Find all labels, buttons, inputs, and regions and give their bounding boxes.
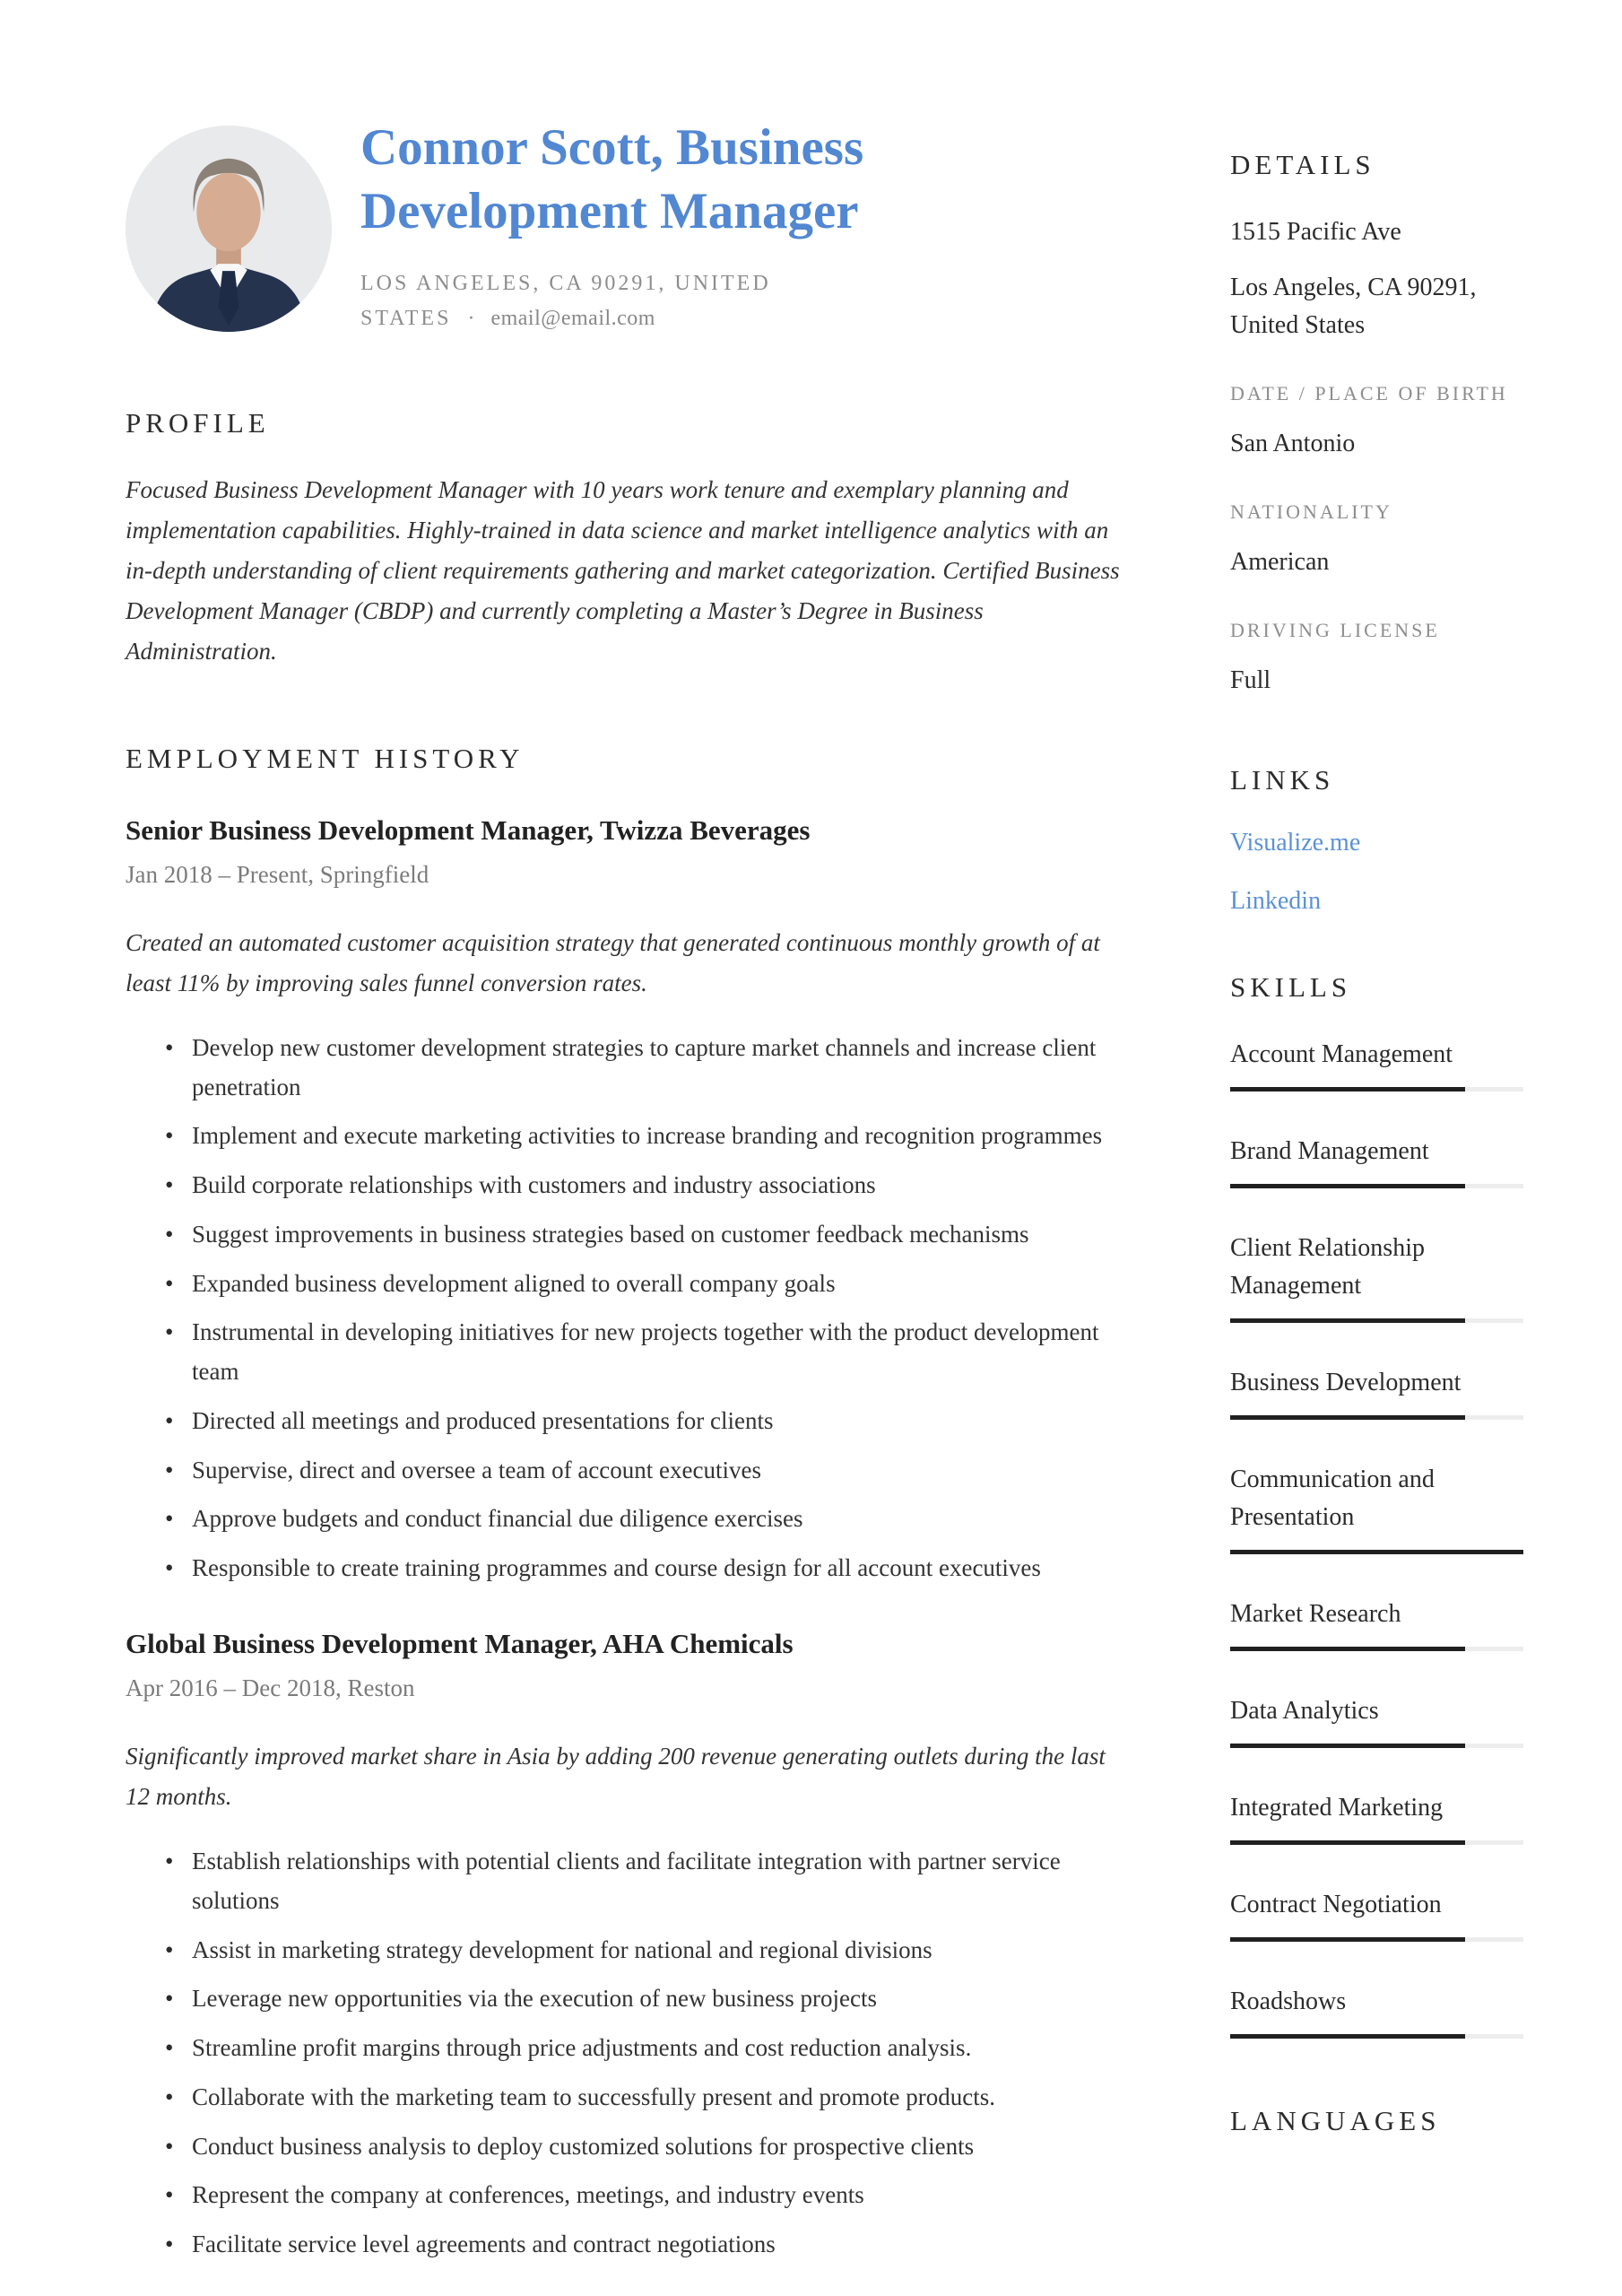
skill-level-fill <box>1230 1550 1523 1554</box>
bullet-item: • Collaborate with the marketing team to successfully present and promote products. <box>126 2078 1125 2118</box>
skill-item <box>1230 1596 1523 1651</box>
skill-name: Account Management <box>1230 1040 1453 1068</box>
profile-section <box>126 407 1125 672</box>
skill-level-bar <box>1230 1415 1523 1420</box>
skill-level-fill <box>1230 1415 1465 1420</box>
job-summary: Significantly improved market share in Asia by adding 200 revenue generating outlets during the last 12 months. <box>126 1743 1106 1811</box>
skill-name: Business Development <box>1230 1369 1462 1396</box>
skill-item <box>1230 1983 1523 2039</box>
skill-name: Client Relationship Management <box>1230 1234 1425 1300</box>
employment-heading: EMPLOYMENT HISTORY <box>126 742 525 774</box>
sidebar <box>1230 126 1523 2296</box>
job-period-location: Jan 2018 – Present, Springfield <box>126 860 429 888</box>
contact-location-line1: LOS ANGELES, CA 90291, UNITED <box>360 272 771 296</box>
bullet-item: • Establish relationships with potential clients and facilitate integration with partner service solutions <box>126 1842 1125 1920</box>
skill-item <box>1230 1789 1523 1845</box>
skill-level-bar <box>1230 1647 1523 1651</box>
skill-level-bar <box>1230 1937 1523 1942</box>
skill-name: Data Analytics <box>1230 1697 1379 1725</box>
skills-section <box>1230 971 1523 2039</box>
nationality-label: NATIONALITY <box>1230 500 1392 523</box>
bullet-item: • Conduct business analysis to deploy customized solutions for prospective clients <box>126 2127 1125 2167</box>
bullet-item: • Supervise, direct and oversee a team of account executives <box>126 1451 1125 1491</box>
contact-location-line2: STATES <box>360 306 452 330</box>
job-period-location: Apr 2016 – Dec 2018, Reston <box>126 1674 415 1702</box>
profile-photo <box>126 126 332 332</box>
job-title: Senior Business Development Manager, Twizza Beverages <box>126 813 811 846</box>
page-title: Connor Scott, Business Development Manager <box>360 119 864 239</box>
skill-level-bar <box>1230 1744 1523 1748</box>
skill-level-fill <box>1230 1087 1465 1091</box>
skill-name: Contract Negotiation <box>1230 1891 1442 1918</box>
bullet-item: • Expanded business development aligned to overall company goals <box>126 1265 1125 1304</box>
header-info <box>360 119 954 335</box>
job-bullet-list <box>126 1842 1125 2265</box>
bullet-item: • Instrumental in developing initiatives for new projects together with the product development team <box>126 1313 1125 1391</box>
skill-name: Market Research <box>1230 1600 1401 1628</box>
skill-item <box>1230 1133 1523 1188</box>
bullet-item: • Assist in marketing strategy development for national and regional divisions <box>126 1931 1125 1970</box>
skill-item <box>1230 1230 1523 1323</box>
job-summary: Created an automated customer acquisition strategy that generated continuous monthly growth of at least 11% by improving sales funnel conversion rates. <box>126 928 1100 996</box>
skill-level-fill <box>1230 1647 1465 1651</box>
skill-level-bar <box>1230 1318 1523 1323</box>
birth-label: DATE / PLACE OF BIRTH <box>1230 382 1508 404</box>
skills-heading: SKILLS <box>1230 971 1352 1003</box>
job-entry-1 <box>126 813 1125 1588</box>
contact-line <box>360 266 954 335</box>
skill-level-fill <box>1230 2034 1465 2039</box>
bullet-item: • Build corporate relationships with customers and industry associations <box>126 1166 1125 1205</box>
bullet-item: • Responsible to create training programmes and course design for all account executives <box>126 1549 1125 1588</box>
bullet-item: • Facilitate service level agreements and contract negotiations <box>126 2225 1125 2265</box>
skill-item <box>1230 1364 1523 1420</box>
details-section <box>1230 149 1523 700</box>
skill-level-bar <box>1230 1840 1523 1845</box>
links-section <box>1230 764 1523 916</box>
address-line2: Los Angeles, CA 90291, United States <box>1230 274 1477 339</box>
skill-item <box>1230 1886 1523 1942</box>
skill-name: Communication and Presentation <box>1230 1465 1435 1531</box>
profile-photo-illustration <box>126 126 332 332</box>
skill-level-fill <box>1230 1318 1465 1323</box>
details-heading: DETAILS <box>1230 149 1375 180</box>
languages-heading: LANGUAGES <box>1230 2105 1441 2136</box>
bullet-item: • Represent the company at conferences, meetings, and industry events <box>126 2176 1125 2215</box>
bullet-item: • Develop new customer development strategies to capture market channels and increase client penetration <box>126 1029 1125 1107</box>
skill-item <box>1230 1461 1523 1554</box>
skill-level-bar <box>1230 1087 1523 1091</box>
job-title: Global Business Development Manager, AHA Chemicals <box>126 1627 794 1659</box>
driving-license-value: Full <box>1230 666 1271 694</box>
skill-level-bar <box>1230 2034 1523 2039</box>
skill-name: Roadshows <box>1230 1987 1347 2015</box>
skill-level-fill <box>1230 1840 1465 1845</box>
job-entry-2 <box>126 1626 1125 2265</box>
bullet-item: • Suggest improvements in business strategies based on customer feedback mechanisms <box>126 1215 1125 1255</box>
bullet-item: • Directed all meetings and produced presentations for clients <box>126 1402 1125 1441</box>
skill-name: Brand Management <box>1230 1137 1429 1165</box>
skill-item <box>1230 1692 1523 1748</box>
contact-separator: · <box>467 306 475 330</box>
employment-section <box>126 743 1125 2265</box>
skill-level-bar <box>1230 1184 1523 1188</box>
link-visualizeme[interactable]: Visualize.me <box>1230 829 1361 857</box>
skill-level-bar <box>1230 1550 1523 1554</box>
contact-email: email@email.com <box>490 306 655 330</box>
link-linkedin[interactable]: Linkedin <box>1230 887 1322 915</box>
bullet-item: • Approve budgets and conduct financial due diligence exercises <box>126 1500 1125 1539</box>
address-line1: 1515 Pacific Ave <box>1230 218 1401 246</box>
nationality-value: American <box>1230 548 1330 576</box>
skill-level-fill <box>1230 1184 1465 1188</box>
skill-level-fill <box>1230 1937 1465 1942</box>
skill-level-fill <box>1230 1744 1465 1748</box>
links-heading: LINKS <box>1230 764 1335 796</box>
profile-heading: PROFILE <box>126 407 270 439</box>
main-column <box>126 119 1125 2296</box>
skill-name: Integrated Marketing <box>1230 1794 1444 1822</box>
bullet-item: • Implement and execute marketing activities to increase branding and recognition programmes <box>126 1117 1125 1156</box>
languages-section <box>1230 2105 1523 2137</box>
driving-license-label: DRIVING LICENSE <box>1230 619 1440 641</box>
bullet-item: • Leverage new opportunities via the execution of new business projects <box>126 1979 1125 2019</box>
profile-summary: Focused Business Development Manager with 10 years work tenure and exemplary planning and implementation capabilities. Highly-trained in data science and market intelligence analytics with an in-depth understanding of client requirements gathering and market categorization. Certified Business Development Manager (CBDP) and currently completing a Master’s Degree in Business Administration. <box>126 476 1120 665</box>
bullet-item: • Streamline profit margins through price adjustments and cost reduction analysis. <box>126 2029 1125 2068</box>
job-bullet-list <box>126 1029 1125 1588</box>
birth-value: San Antonio <box>1230 430 1356 457</box>
resume-header <box>126 119 1125 335</box>
skill-item <box>1230 1036 1523 1091</box>
